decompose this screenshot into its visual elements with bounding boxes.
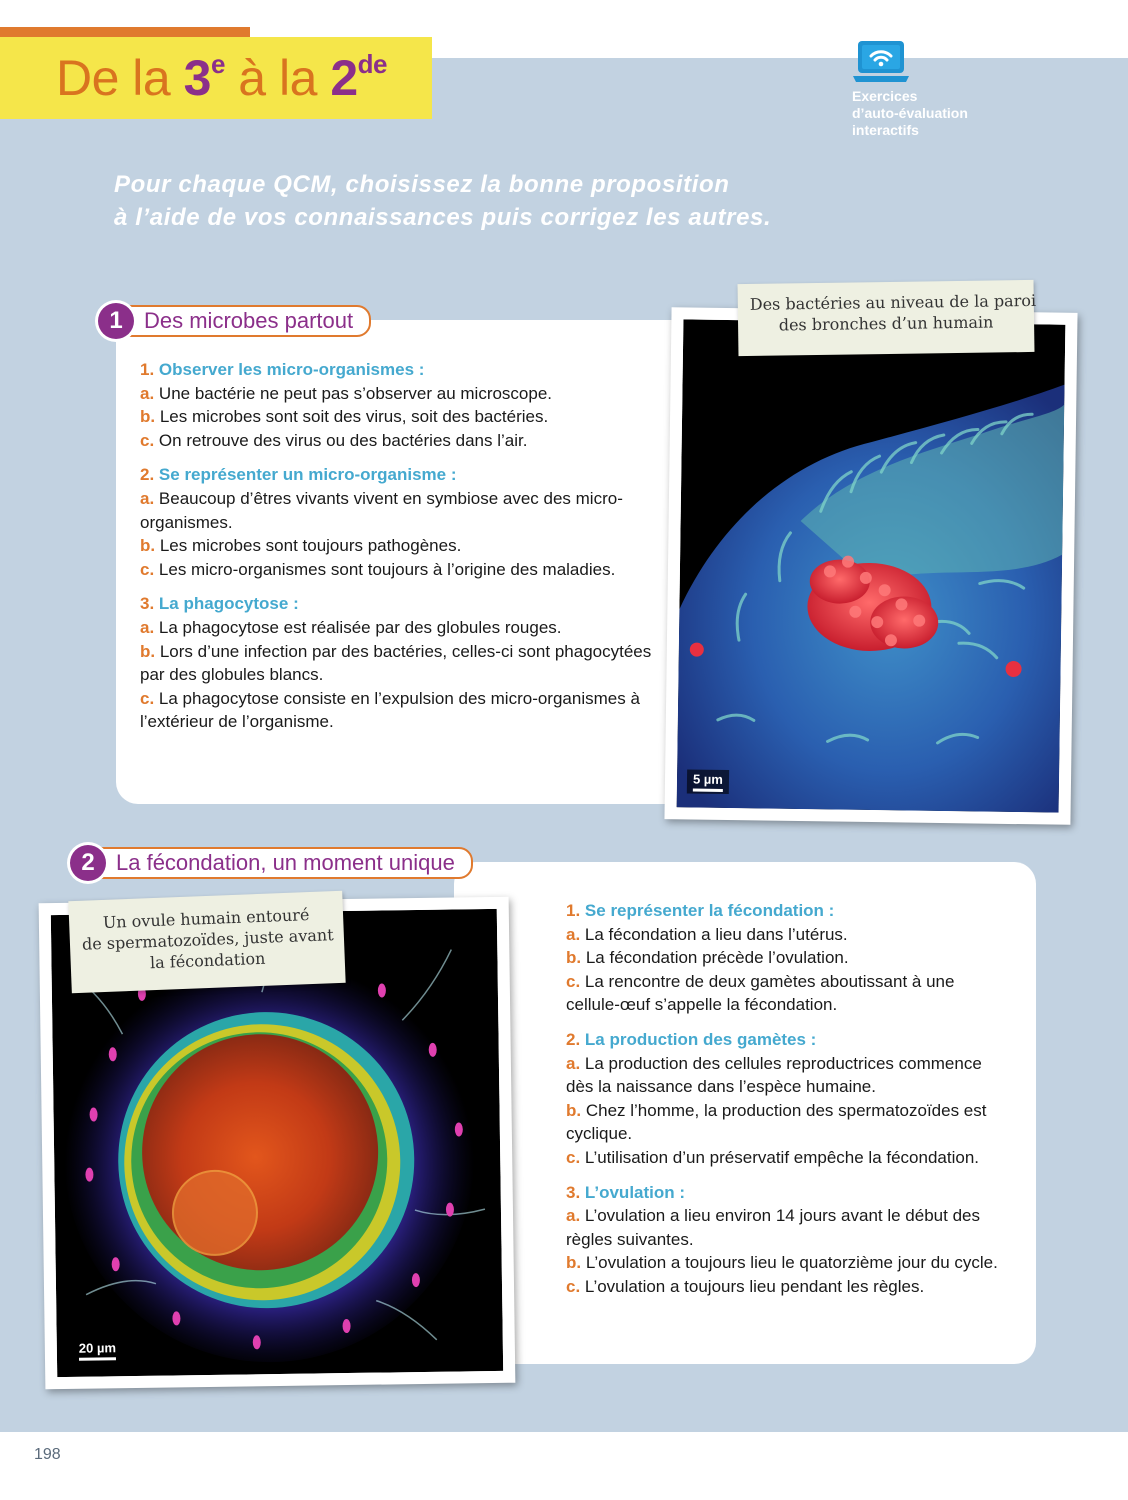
scale-bar: 20 µm <box>73 1338 122 1363</box>
answer-option[interactable]: b. L’ovulation a toujours lieu le quatorzième jour du cycle. <box>566 1253 998 1273</box>
exercises-line: Exercices <box>852 88 918 104</box>
instructions <box>114 168 874 234</box>
answer-option[interactable]: b. La fécondation précède l’ovulation. <box>566 948 849 968</box>
section1-header <box>98 306 371 336</box>
caption-line: de spermatozoïdes, juste avant <box>81 925 334 954</box>
answer-option[interactable]: c. L’ovulation a toujours lieu pendant les règles. <box>566 1276 925 1296</box>
caption-line: Un ovule humain entouré <box>102 905 310 932</box>
scale-bar: 5 µm <box>687 769 729 794</box>
caption-line: Des bactéries au niveau de la paroi <box>749 290 1037 314</box>
section2-number: 2 <box>70 845 106 881</box>
section1-questions <box>140 358 670 745</box>
answer-option[interactable]: c. On retrouve des virus ou des bactéries dans l’air. <box>140 430 528 450</box>
instructions-line: à l’aide de vos connaissances puis corrigez les autres. <box>114 204 772 231</box>
section1-number: 1 <box>98 303 134 339</box>
question-block <box>566 1181 1006 1299</box>
exercises-line: d’auto-évaluation <box>852 105 968 121</box>
answer-option[interactable]: c. L’utilisation d’un préservatif empêche la fécondation. <box>566 1147 980 1167</box>
title-banner <box>0 37 432 119</box>
question-block <box>566 899 1006 1017</box>
page-number: 198 <box>34 1446 61 1463</box>
question-block <box>140 463 670 581</box>
section2-title: La fécondation, un moment unique <box>92 847 473 879</box>
exercises-line: interactifs <box>852 122 919 138</box>
bacteria-caption <box>738 280 1035 356</box>
answer-option[interactable]: b. Les microbes sont soit des virus, soit des bactéries. <box>140 407 549 427</box>
caption-line: des bronches d’un humain <box>778 312 994 335</box>
answer-option[interactable]: b. Chez l’homme, la production des spermatozoïdes est cyclique. <box>566 1100 987 1144</box>
answer-option[interactable]: b. Les microbes sont toujours pathogènes. <box>140 536 462 556</box>
interactive-exercises-link[interactable] <box>852 88 1012 139</box>
question-block <box>140 592 670 734</box>
top-accent-bar <box>0 27 250 37</box>
question-block <box>140 358 670 452</box>
bacteria-photo <box>664 307 1077 825</box>
answer-option[interactable]: a. La production des cellules reproductrices commence dès la naissance dans l’espèce humaine. <box>566 1053 982 1097</box>
section1-title: Des microbes partout <box>120 305 371 337</box>
question-heading: 2. La production des gamètes : <box>566 1029 817 1049</box>
answer-option[interactable]: a. Beaucoup d’êtres vivants vivent en symbiose avec des micro-organismes. <box>140 488 623 532</box>
ovum-caption <box>68 891 345 993</box>
page-title: De la 3e à la 2de <box>56 49 387 106</box>
answer-option[interactable]: a. La fécondation a lieu dans l’utérus. <box>566 924 848 944</box>
answer-option[interactable]: c. La rencontre de deux gamètes aboutissant à une cellule-œuf s’appelle la fécondation. <box>566 971 955 1015</box>
question-heading: 3. La phagocytose : <box>140 594 299 614</box>
answer-option[interactable]: c. La phagocytose consiste en l’expulsion des micro-organismes à l’extérieur de l’organisme. <box>140 688 640 732</box>
question-heading: 2. Se représenter un micro-organisme : <box>140 465 457 485</box>
answer-option[interactable]: a. Une bactérie ne peut pas s’observer au microscope. <box>140 383 553 403</box>
question-block <box>566 1028 1006 1170</box>
answer-option[interactable]: c. Les micro-organismes sont toujours à l’origine des maladies. <box>140 559 616 579</box>
question-heading: 1. Observer les micro-organismes : <box>140 360 425 379</box>
section2-header <box>70 848 473 878</box>
question-heading: 1. Se représenter la fécondation : <box>566 901 835 920</box>
instructions-line: Pour chaque QCM, choisissez la bonne proposition <box>114 171 730 198</box>
answer-option[interactable]: b. Lors d’une infection par des bactéries, celles-ci sont phagocytées par des globules blancs. <box>140 641 652 685</box>
answer-option[interactable]: a. La phagocytose est réalisée par des globules rouges. <box>140 617 562 637</box>
section2-questions <box>566 899 1006 1310</box>
answer-option[interactable]: a. L’ovulation a lieu environ 14 jours avant le début des règles suivantes. <box>566 1206 980 1249</box>
caption-line: la fécondation <box>149 948 266 973</box>
laptop-wifi-icon[interactable] <box>852 40 910 84</box>
question-heading: 3. L’ovulation : <box>566 1182 686 1202</box>
bacteria-micrograph <box>677 319 1066 812</box>
